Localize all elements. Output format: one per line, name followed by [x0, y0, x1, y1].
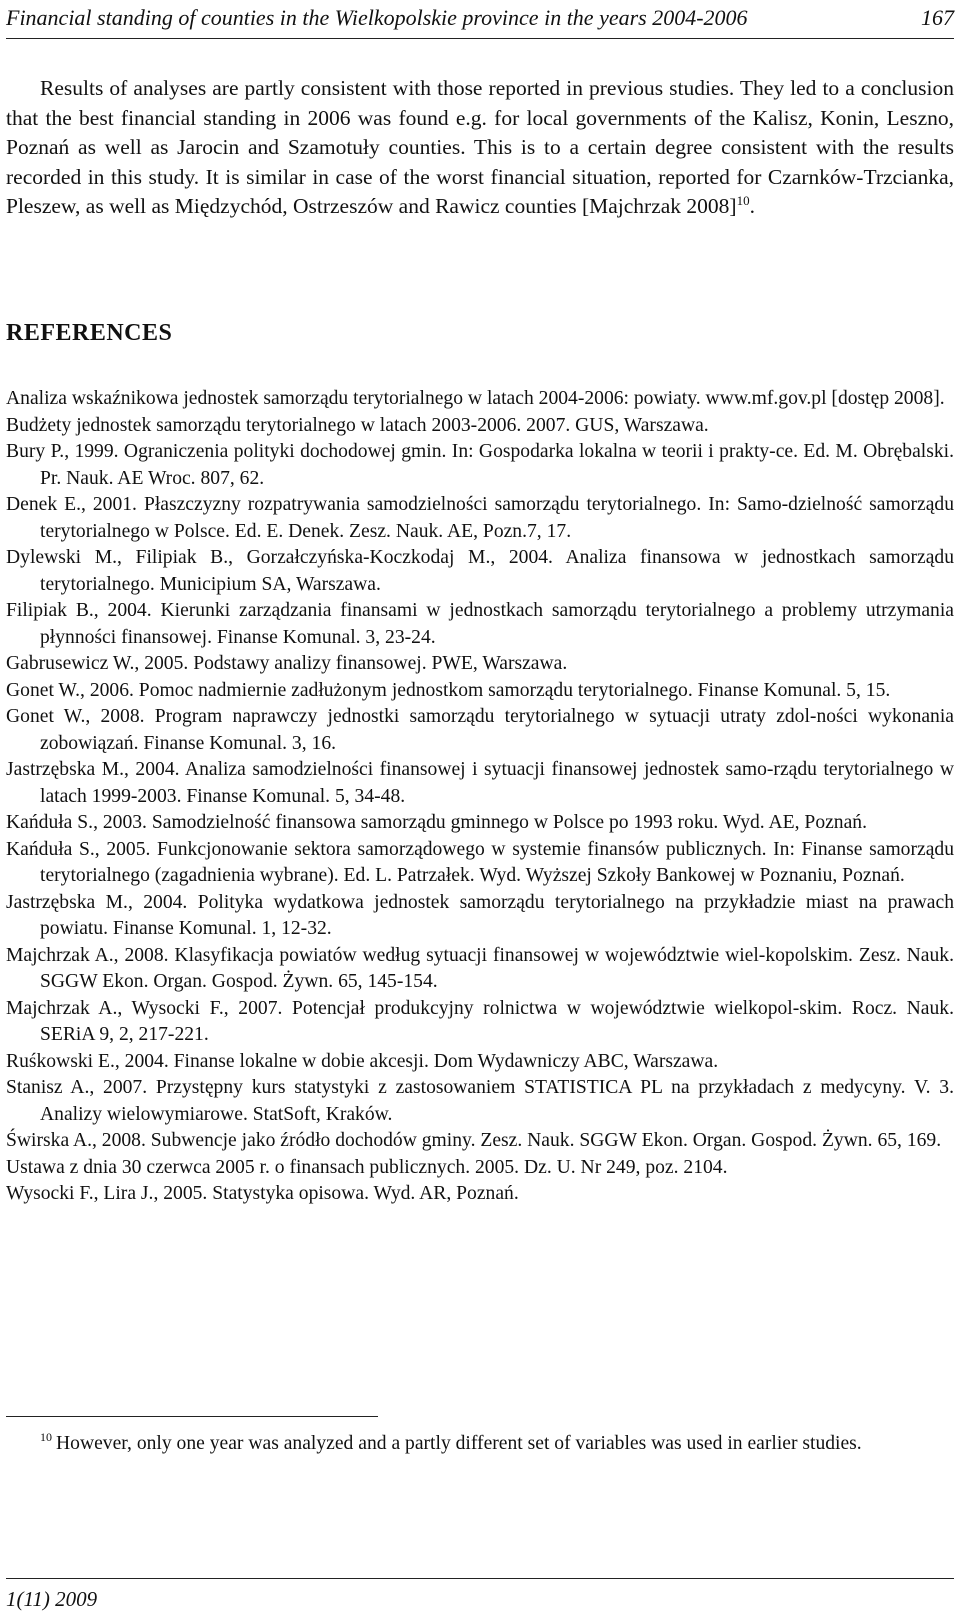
reference-item: Świrska A., 2008. Subwencje jako źródło dochodów gminy. Zesz. Nauk. SGGW Ekon. Organ. Gospod. Żywn. 65, 169.: [6, 1130, 942, 1151]
footnote-rule: [6, 1416, 378, 1417]
issue-label: 1(11) 2009: [6, 1587, 98, 1611]
reference-item: Ruśkowski E., 2004. Finanse lokalne w dobie akcesji. Dom Wydawniczy ABC, Warszawa.: [6, 1050, 719, 1072]
page-number: 167: [921, 5, 954, 30]
references-list: [6, 386, 954, 1208]
footnote-text: However, only one year was analyzed and a partly different set of variables was used in earlier studies.: [56, 1433, 862, 1454]
reference-item: Gonet W., 2006. Pomoc nadmiernie zadłużonym jednostkom samorządu terytorialnego. Finanse Komunal. 5, 15.: [6, 679, 891, 701]
body-paragraph: [6, 74, 954, 222]
reference-item: Kańduła S., 2005. Funkcjonowanie sektora samorządowego w systemie finansów publicznych. In: Finanse samorządu terytorialnego (zagadnienia wybrane). Ed. L. Patrzałek. Wyd. Wyższej Szkoły Bankowej w Poznaniu, Poznań.: [6, 838, 954, 886]
footer-rule: [6, 1578, 954, 1579]
reference-item: Jastrzębska M., 2004. Polityka wydatkowa jednostek samorządu terytorialnego na przykładzie miast na prawach powiatu. Finanse Komunal. 1, 12-32.: [6, 891, 954, 939]
footnote-reference[interactable]: 10: [736, 192, 750, 208]
reference-item: Majchrzak A., Wysocki F., 2007. Potencjał produkcyjny rolnictwa w województwie wielkopol-skim. Rocz. Nauk. SERiA 9, 2, 217-221.: [6, 997, 954, 1045]
footnote-number: 10: [40, 1430, 52, 1445]
reference-item: Denek E., 2001. Płaszczyzny rozpatrywania samodzielności samorządu terytorialnego. In: Samo-dzielność samorządu terytorialnego w Polsce. Ed. E. Denek. Zesz. Nauk. AE, Pozn.7, 17.: [6, 494, 954, 542]
running-header: [6, 0, 954, 36]
paragraph-text: Results of analyses are partly consistent with those reported in previous studies. They led to a conclusion that the best financial standing in 2006 was found e.g. for local governments of the Kalisz, Konin, Leszno, Poznań as well as Jarocin and Szamotuły counties. This is to a certain degree consistent with the results recorded in this study. It is similar in case of the worst financial situation, reported for Czarnków-Trzcianka, Pleszew, as well as Międzychód, Ostrzeszów and Rawicz counties [Majchrzak 2008]: [6, 76, 954, 218]
reference-item: Wysocki F., Lira J., 2005. Statystyka opisowa. Wyd. AR, Poznań.: [6, 1183, 519, 1204]
references-heading: REFERENCES: [6, 320, 173, 346]
footnote: [6, 1430, 954, 1457]
reference-item: Ustawa z dnia 30 czerwca 2005 r. o finansach publicznych. 2005. Dz. U. Nr 249, poz. 2104.: [6, 1156, 728, 1178]
running-title: Financial standing of counties in the Wielkopolskie province in the years 2004-2006: [6, 5, 748, 30]
reference-item: Gonet W., 2008. Program naprawczy jednostki samorządu terytorialnego w sytuacji utraty zdol-ności wykonania zobowiązań. Finanse Komunal. 3, 16.: [6, 706, 954, 754]
header-rule: [6, 38, 954, 39]
reference-item: Bury P., 1999. Ograniczenia polityki dochodowej gmin. In: Gospodarka lokalna w teorii i prakty-ce. Ed. M. Obrębalski. Pr. Nauk. AE Wroc. 807, 62.: [6, 441, 954, 489]
paragraph-end: .: [749, 194, 755, 218]
reference-item: Gabrusewicz W., 2005. Podstawy analizy finansowej. PWE, Warszawa.: [6, 653, 568, 674]
reference-item: Analiza wskaźnikowa jednostek samorządu terytorialnego w latach 2004-2006: powiaty. www.mf.gov.pl [dostęp 2008].: [6, 388, 945, 409]
reference-item: Dylewski M., Filipiak B., Gorzałczyńska-Koczkodaj M., 2004. Analiza finansowa w jednostkach samorządu terytorialnego. Municipium SA, Warszawa.: [6, 547, 954, 595]
reference-item: Budżety jednostek samorządu terytorialnego w latach 2003-2006. 2007. GUS, Warszawa.: [6, 414, 709, 436]
reference-item: Jastrzębska M., 2004. Analiza samodzielności finansowej i sytuacji finansowej jednostek samo-rządu terytorialnego w latach 1999-2003. Finanse Komunal. 5, 34-48.: [6, 759, 954, 807]
reference-item: Majchrzak A., 2008. Klasyfikacja powiatów według sytuacji finansowej w województwie wiel-kopolskim. Zesz. Nauk. SGGW Ekon. Organ. Gospod. Żywn. 65, 145-154.: [6, 944, 954, 992]
reference-item: Filipiak B., 2004. Kierunki zarządzania finansami w jednostkach samorządu terytorialnego a problemy utrzymania płynności finansowej. Finanse Komunal. 3, 23-24.: [6, 600, 954, 648]
reference-item: Kańduła S., 2003. Samodzielność finansowa samorządu gminnego w Polsce po 1993 roku. Wyd. AE, Poznań.: [6, 812, 867, 833]
reference-item: Stanisz A., 2007. Przystępny kurs statystyki z zastosowaniem STATISTICA PL na przykładach z medycyny. V. 3. Analizy wielowymiarowe. StatSoft, Kraków.: [6, 1077, 954, 1125]
